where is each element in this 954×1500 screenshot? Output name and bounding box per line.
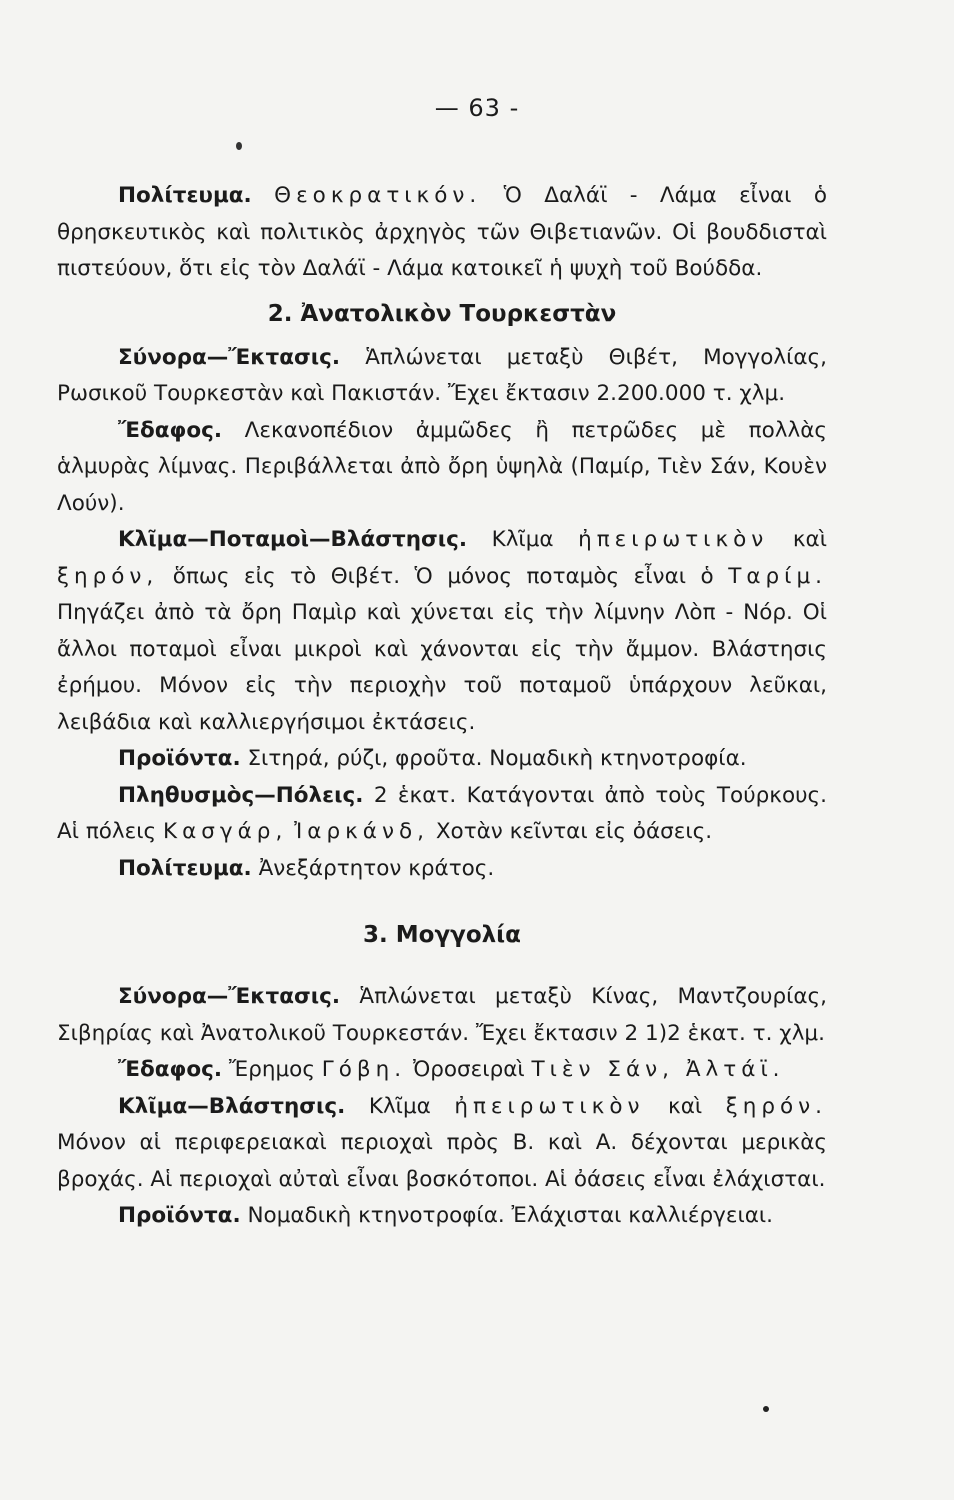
paragraph-text: Πηγάζει ἀπὸ τὰ ὄρη Παμὶρ καὶ χύνεται εἰς τὴν λίμνην Λὸπ - Νόρ. Οἱ ἄλλοι ποταμοὶ εἶναι μικροὶ καὶ χάνονται εἰς τὴν ἄμμον. Βλάστησις ἐρήμου. Μόνον εἰς τὴν περιοχὴν τοῦ ποταμοῦ ὑπάρχουν λεῦκαι, λειβάδια καὶ καλλιεργήσιμοι ἐκτάσεις. [57,600,827,735]
section-label: Κλῖμα—Ποταμοὶ—Βλάστησις. [118,527,468,552]
section-label: Προϊόντα. [118,1203,241,1228]
section-label: Σύνορα—Ἔκτασις. [118,984,341,1009]
paragraph-text: Ἁπλώνεται μεταξὺ Κίνας, Μαντζουρίας, Σιβηρίας καὶ Ἀνατολικοῦ Τουρκεστάν. Ἔχει ἔκτασιν 2 1)2 ἑκατ. τ. χλμ. [57,984,827,1046]
paragraph-turkestan-government [57,851,827,888]
spaced-term: Γόβη. [321,1057,407,1082]
section-heading-mongolia: 3. Μογγολία [363,922,521,948]
paragraph-turkestan-soil [57,413,827,523]
ink-dot [763,1406,769,1412]
paragraph-text: Λεκανοπέδιον ἀμμῶδες ἢ πετρῶδες μὲ πολλὰς ἁλμυρὰς λίμνας. Περιβάλλεται ἀπὸ ὄρη ὑψηλὰ (Παμίρ, Τιὲν Σάν, Κουὲν Λούν). [57,417,827,516]
section-label: Πολίτευμα. [118,183,252,208]
paragraph-mongolia-borders [57,979,827,1052]
section-label: Ἔδαφος. [118,1057,223,1082]
paragraph-text: καὶ [668,1093,703,1119]
paragraph-turkestan-products [57,741,827,778]
paragraph-text: Κλῖμα [491,527,554,552]
spaced-term: Τιὲν Σάν, Ἀλτάϊ. [531,1057,785,1082]
paragraph-text: Ἔρημος [228,1057,315,1082]
paragraph-text: 2 ἑκατ. Κατάγονται ἀπὸ τοὺς Τούρκους. Αἱ πόλεις [57,782,827,844]
paragraph-turkestan-climate [57,522,827,741]
spaced-term: Ἰαρκάνδ, [294,819,429,844]
paragraph-text: καὶ [792,527,827,552]
paragraph-mongolia-products [57,1198,827,1235]
paragraph-text: Ὀροσειραὶ [412,1057,525,1082]
spaced-term: Θεοκρατικόν. [274,183,482,208]
paragraph-text: Κλῖμα [368,1093,431,1119]
section-label: Πολίτευμα. [118,855,252,881]
page-number: — 63 - [434,94,520,122]
spaced-term: ξηρόν, [57,563,159,589]
section-heading-east-turkestan: 2. Ἀνατολικὸν Τουρκεστὰν [267,300,617,327]
section-label: Κλῖμα—Βλάστησις. [118,1093,346,1119]
section-label: Σύνορα—Ἔκτασις. [118,344,341,370]
paragraph-tibet-government [57,178,827,288]
paragraph-text: Ἁπλώνεται μεταξὺ Θιβέτ, Μογγολίας, Ρωσικοῦ Τουρκεστὰν καὶ Πακιστάν. Ἔχει ἔκτασιν 2.200.000 τ. χλμ. [57,344,827,406]
paragraph-text: Χοτὰν κεῖνται εἰς ὀάσεις. [435,819,713,844]
paragraph-text: ὅπως εἰς τὸ Θιβέτ. Ὁ μόνος ποταμὸς εἶναι ὁ [172,563,714,589]
paragraph-text: Ἀνεξάρτητον κράτος. [258,855,495,881]
page-body [57,178,827,1235]
paragraph-mongolia-climate [57,1089,827,1199]
paragraph-turkestan-population [57,778,827,851]
spaced-term: Κασγάρ, [163,819,288,844]
spaced-term: ξηρόν. [725,1093,827,1119]
paragraph-text: Μόνον αἱ περιφερειακαὶ περιοχαὶ πρὸς Β. καὶ Α. δέχονται μερικὰς βροχάς. Αἱ περιοχαὶ αὐταὶ εἶναι βοσκότοποι. Αἱ ὀάσεις εἶναι ἐλάχισται. [57,1130,827,1192]
section-label: Ἔδαφος. [118,417,223,443]
paragraph-text: Ὁ Δαλάϊ - Λάμα εἶναι ὁ θρησκευτικὸς καὶ πολιτικὸς ἀρχηγὸς τῶν Θιβετιανῶν. Οἱ βουδδισταὶ πιστεύουν, ὅτι εἰς τὸν Δαλάϊ - Λάμα κατοικεῖ ἡ ψυχὴ τοῦ Βούδδα. [57,183,827,281]
ink-speck [236,142,242,150]
paragraph-mongolia-soil [57,1052,827,1089]
section-label: Πληθυσμὸς—Πόλεις. [118,782,364,808]
spaced-term: ἠπειρωτικὸν [454,1093,645,1119]
spaced-term: Ταρίμ. [728,563,827,589]
paragraph-text: Σιτηρά, ρύζι, φροῦτα. Νομαδικὴ κτηνοτροφία. [247,746,747,771]
paragraph-turkestan-borders [57,340,827,413]
spaced-term: ἠπειρωτικὸν [578,527,769,552]
paragraph-text: Νομαδικὴ κτηνοτροφία. Ἐλάχισται καλλιέργειαι. [247,1203,774,1228]
section-label: Προϊόντα. [118,746,241,771]
